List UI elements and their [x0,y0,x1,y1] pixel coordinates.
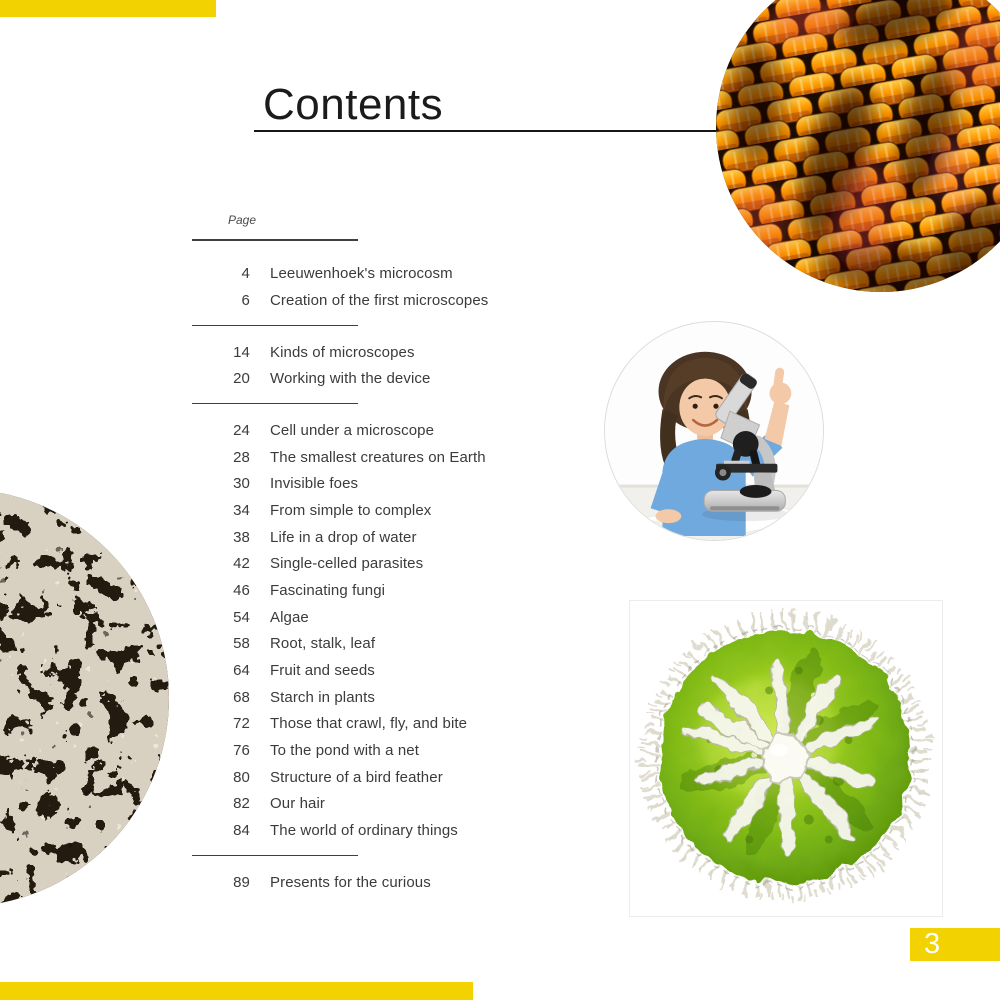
toc-group [192,417,592,844]
toc-entry-title: Structure of a bird feather [270,768,443,786]
toc-entry [192,550,592,577]
toc-entry-page-number: 24 [233,421,250,439]
toc-entry-page-number: 89 [233,873,250,891]
toc-entry-page-number: 80 [233,768,250,786]
toc-divider [192,239,358,241]
table-of-contents [192,239,592,896]
toc-entry [192,417,592,444]
toc-entry [192,764,592,791]
toc-entry [192,444,592,471]
girl-with-microscope-photo [604,321,824,541]
toc-entry [192,339,592,366]
toc-entry [192,365,592,392]
page-column-label: Page [228,213,257,227]
toc-entry-title: To the pond with a net [270,742,419,760]
toc-entry-page-number: 82 [233,795,250,813]
toc-entry-title: Those that crawl, fly, and bite [270,715,468,733]
fiber-texture-photo [0,488,170,908]
toc-entry [192,711,592,738]
toc-entry [192,737,592,764]
toc-entry-title: Starch in plants [270,688,375,706]
toc-entry-page-number: 6 [241,292,250,310]
toc-entry [192,261,592,288]
toc-entry-title: Our hair [270,795,325,813]
toc-entry-page-number: 72 [233,715,250,733]
toc-entry [192,524,592,551]
title-underline [254,130,716,132]
toc-entry [192,684,592,711]
toc-entry [192,631,592,658]
toc-entry-title: Working with the device [270,370,431,388]
toc-entry-page-number: 54 [233,608,250,626]
toc-entry-page-number: 76 [233,742,250,760]
toc-entry [192,604,592,631]
toc-divider [192,855,358,857]
toc-entry-page-number: 4 [241,265,250,283]
toc-entry-page-number: 84 [233,822,250,840]
toc-entry [192,577,592,604]
toc-entry [192,497,592,524]
toc-entry-title: Kinds of microscopes [270,343,415,361]
toc-entry-page-number: 46 [233,581,250,599]
toc-entry-title: Fascinating fungi [270,581,386,599]
top-accent-bar [0,0,216,17]
toc-entry-page-number: 38 [233,528,250,546]
toc-entry-title: Cell under a microscope [270,421,435,439]
toc-entry-title: The world of ordinary things [270,822,458,840]
toc-entry-title: Life in a drop of water [270,528,417,546]
toc-entry [192,657,592,684]
toc-group [192,869,592,896]
fibrous-sponge-illustration [0,488,170,908]
butterfly-wing-scales-illustration [716,0,1000,292]
girl-with-microscope-illustration [605,322,823,540]
toc-entry-title: Presents for the curious [270,873,431,891]
toc-group [192,339,592,392]
toc-entry-page-number: 34 [233,501,250,519]
toc-group [192,261,592,314]
toc-divider [192,403,358,405]
toc-entry [192,817,592,844]
toc-entry-page-number: 68 [233,688,250,706]
toc-entry-page-number: 64 [233,662,250,680]
green-algae-cell-illustration [630,601,942,916]
toc-entry-page-number: 30 [233,475,250,493]
toc-entry [192,869,592,896]
toc-entry [192,791,592,818]
toc-entry-page-number: 14 [233,343,250,361]
page-number-badge [910,928,1000,961]
toc-divider [192,325,358,327]
toc-entry-page-number: 20 [233,370,250,388]
toc-entry-page-number: 58 [233,635,250,653]
butterfly-wing-photo [716,0,1000,292]
toc-entry [192,287,592,314]
green-algae-micrograph-photo [629,600,943,917]
toc-entry-title: Algae [270,608,309,626]
toc-entry [192,470,592,497]
toc-entry-title: From simple to complex [270,501,432,519]
page-title: Contents [263,80,444,129]
toc-entry-title: Invisible foes [270,475,359,493]
toc-entry-title: Fruit and seeds [270,662,375,680]
toc-entry-page-number: 28 [233,448,250,466]
toc-entry-title: Creation of the first microscopes [270,292,489,310]
toc-entry-title: The smallest creatures on Earth [270,448,486,466]
toc-entry-title: Leeuwenhoek's microcosm [270,265,453,283]
toc-entry-title: Root, stalk, leaf [270,635,376,653]
toc-entry-page-number: 42 [233,555,250,573]
page-number: 3 [924,928,941,960]
bottom-accent-bar [0,982,473,1000]
toc-entry-title: Single-celled parasites [270,555,424,573]
